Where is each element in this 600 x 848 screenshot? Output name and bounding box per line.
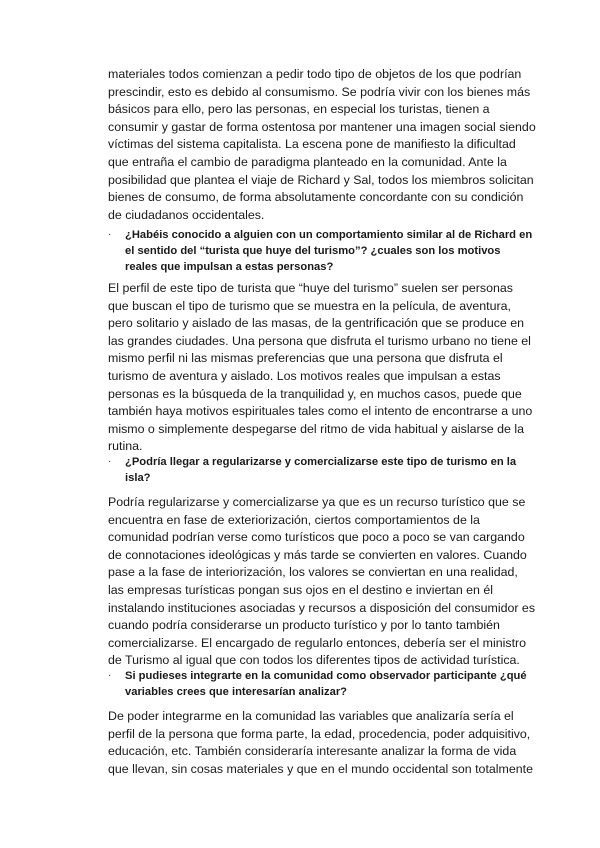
paragraph-line: también haya motivos espirituales tales como el intento de encontrarse a uno: [108, 404, 533, 419]
paragraph-line: bienes de consumo, de forma absolutamente concordante con su condición: [108, 190, 524, 205]
paragraph-line: posibilidad que plantea el viaje de Richard y Sal, todos los miembros solicitan: [108, 172, 534, 187]
bullet-icon: ·: [108, 670, 112, 681]
question-line: Si pudieses integrarte en la comunidad como observador participante ¿qué: [125, 670, 527, 682]
question-line: isla?: [125, 472, 151, 485]
paragraph-line: turismo de aventura y aislado. Los motivos reales que impulsan a estas: [108, 368, 501, 383]
question-2: [108, 454, 528, 486]
paragraph-4: [108, 708, 533, 778]
paragraph-line: las empresas turísticas pongan sus ojos en el destino e inviertan en él: [108, 582, 494, 597]
question-line: ¿Podría llegar a regularizarse y comercializarse este tipo de turismo en la: [125, 456, 517, 468]
paragraph-line: De poder integrarme en la comunidad las variables que analizaría sería el: [108, 709, 514, 723]
paragraph-1: [108, 66, 536, 224]
question-line: el sentido del “turista que huye del turismo”? ¿cuales son los motivos: [125, 245, 501, 258]
paragraph-line: de ciudadanos occidentales.: [108, 207, 265, 222]
paragraph-line: mismo perfil ni las mismas preferencias que una persona que disfruta el: [108, 351, 503, 366]
paragraph-line: que llevan, sin cosas materiales y que en el mundo occidental son totalmente: [108, 761, 533, 776]
paragraph-line: instalando instituciones asociadas y recursos a disposición del consumidor es: [108, 600, 536, 615]
paragraph-line: que entraña el cambio de paradigma planteado en la comunidad. Ante la: [108, 154, 507, 169]
paragraph-3: [108, 494, 536, 670]
paragraph-line: básicos para ello, pero las personas, en especial los turistas, tienen a: [108, 102, 490, 117]
paragraph-line: Podría regularizarse y comercializarse ya que es un recurso turístico que se: [108, 495, 526, 509]
paragraph-line: comunidad podrían verse como turísticos que poco a poco se van cargando: [108, 530, 525, 545]
question-3: [108, 668, 528, 700]
paragraph-line: víctimas del sistema capitalista. La escena pone de manifiesto la dificultad: [108, 137, 516, 152]
paragraph-line: mismo o simplemente despegarse del ritmo de vida habitual y aislarse de la: [108, 421, 524, 436]
bullet-icon: ·: [108, 456, 112, 467]
paragraph-line: comercializarse. El encargado de regularlo entonces, debería ser el ministro: [108, 635, 527, 650]
question-line: reales que impulsan a estas personas?: [125, 261, 334, 274]
paragraph-line: educación, etc. También consideraría interesante analizar la forma de vida: [108, 744, 517, 759]
paragraph-line: prescindir, esto es debido al consumismo. Se podría vivir con los bienes más: [108, 84, 531, 99]
paragraph-line: las grandes ciudades. Una persona que disfruta el turismo urbano no tiene el: [108, 333, 531, 348]
question-1: [108, 227, 533, 276]
paragraph-line: pero solitario y aislado de las masas, de la gentrificación que se produce en: [108, 316, 525, 331]
bullet-icon: ·: [108, 229, 112, 240]
paragraph-line: de Turismo al igual que con todos los diferentes tipos de actividad turística.: [108, 653, 520, 668]
paragraph-line: materiales todos comienzan a pedir todo tipo de objetos de los que podrían: [108, 67, 522, 81]
paragraph-line: cuando podría considerarse un producto turístico y por lo tanto también: [108, 618, 500, 633]
paragraph-2: [108, 280, 533, 456]
paragraph-line: rutina.: [108, 439, 143, 454]
paragraph-line: perfil de la persona que forma parte, la edad, procedencia, poder adquisitivo,: [108, 726, 531, 741]
paragraph-line: consumir y gastar de forma ostentosa por mantener una imagen social siendo: [108, 119, 536, 134]
paragraph-line: personas es la búsqueda de la tranquilidad y, en muchos casos, puede que: [108, 386, 522, 401]
paragraph-line: que buscan el tipo de turismo que se muestra en la película, de aventura,: [108, 298, 511, 313]
question-line: ¿Habéis conocido a alguien con un comportamiento similar al de Richard en: [125, 229, 533, 241]
paragraph-line: de connotaciones ideológicas y más tarde se convierten en valores. Cuando: [108, 547, 527, 562]
paragraph-line: pase a la fase de interiorización, los valores se conviertan en una realidad,: [108, 565, 518, 580]
paragraph-line: encuentra en fase de exteriorización, ciertos comportamientos de la: [108, 512, 480, 527]
paragraph-line: El perfil de este tipo de turista que “huye del turismo” suelen ser personas: [108, 281, 513, 295]
question-line: variables crees que interesarían analizar?: [125, 686, 348, 699]
